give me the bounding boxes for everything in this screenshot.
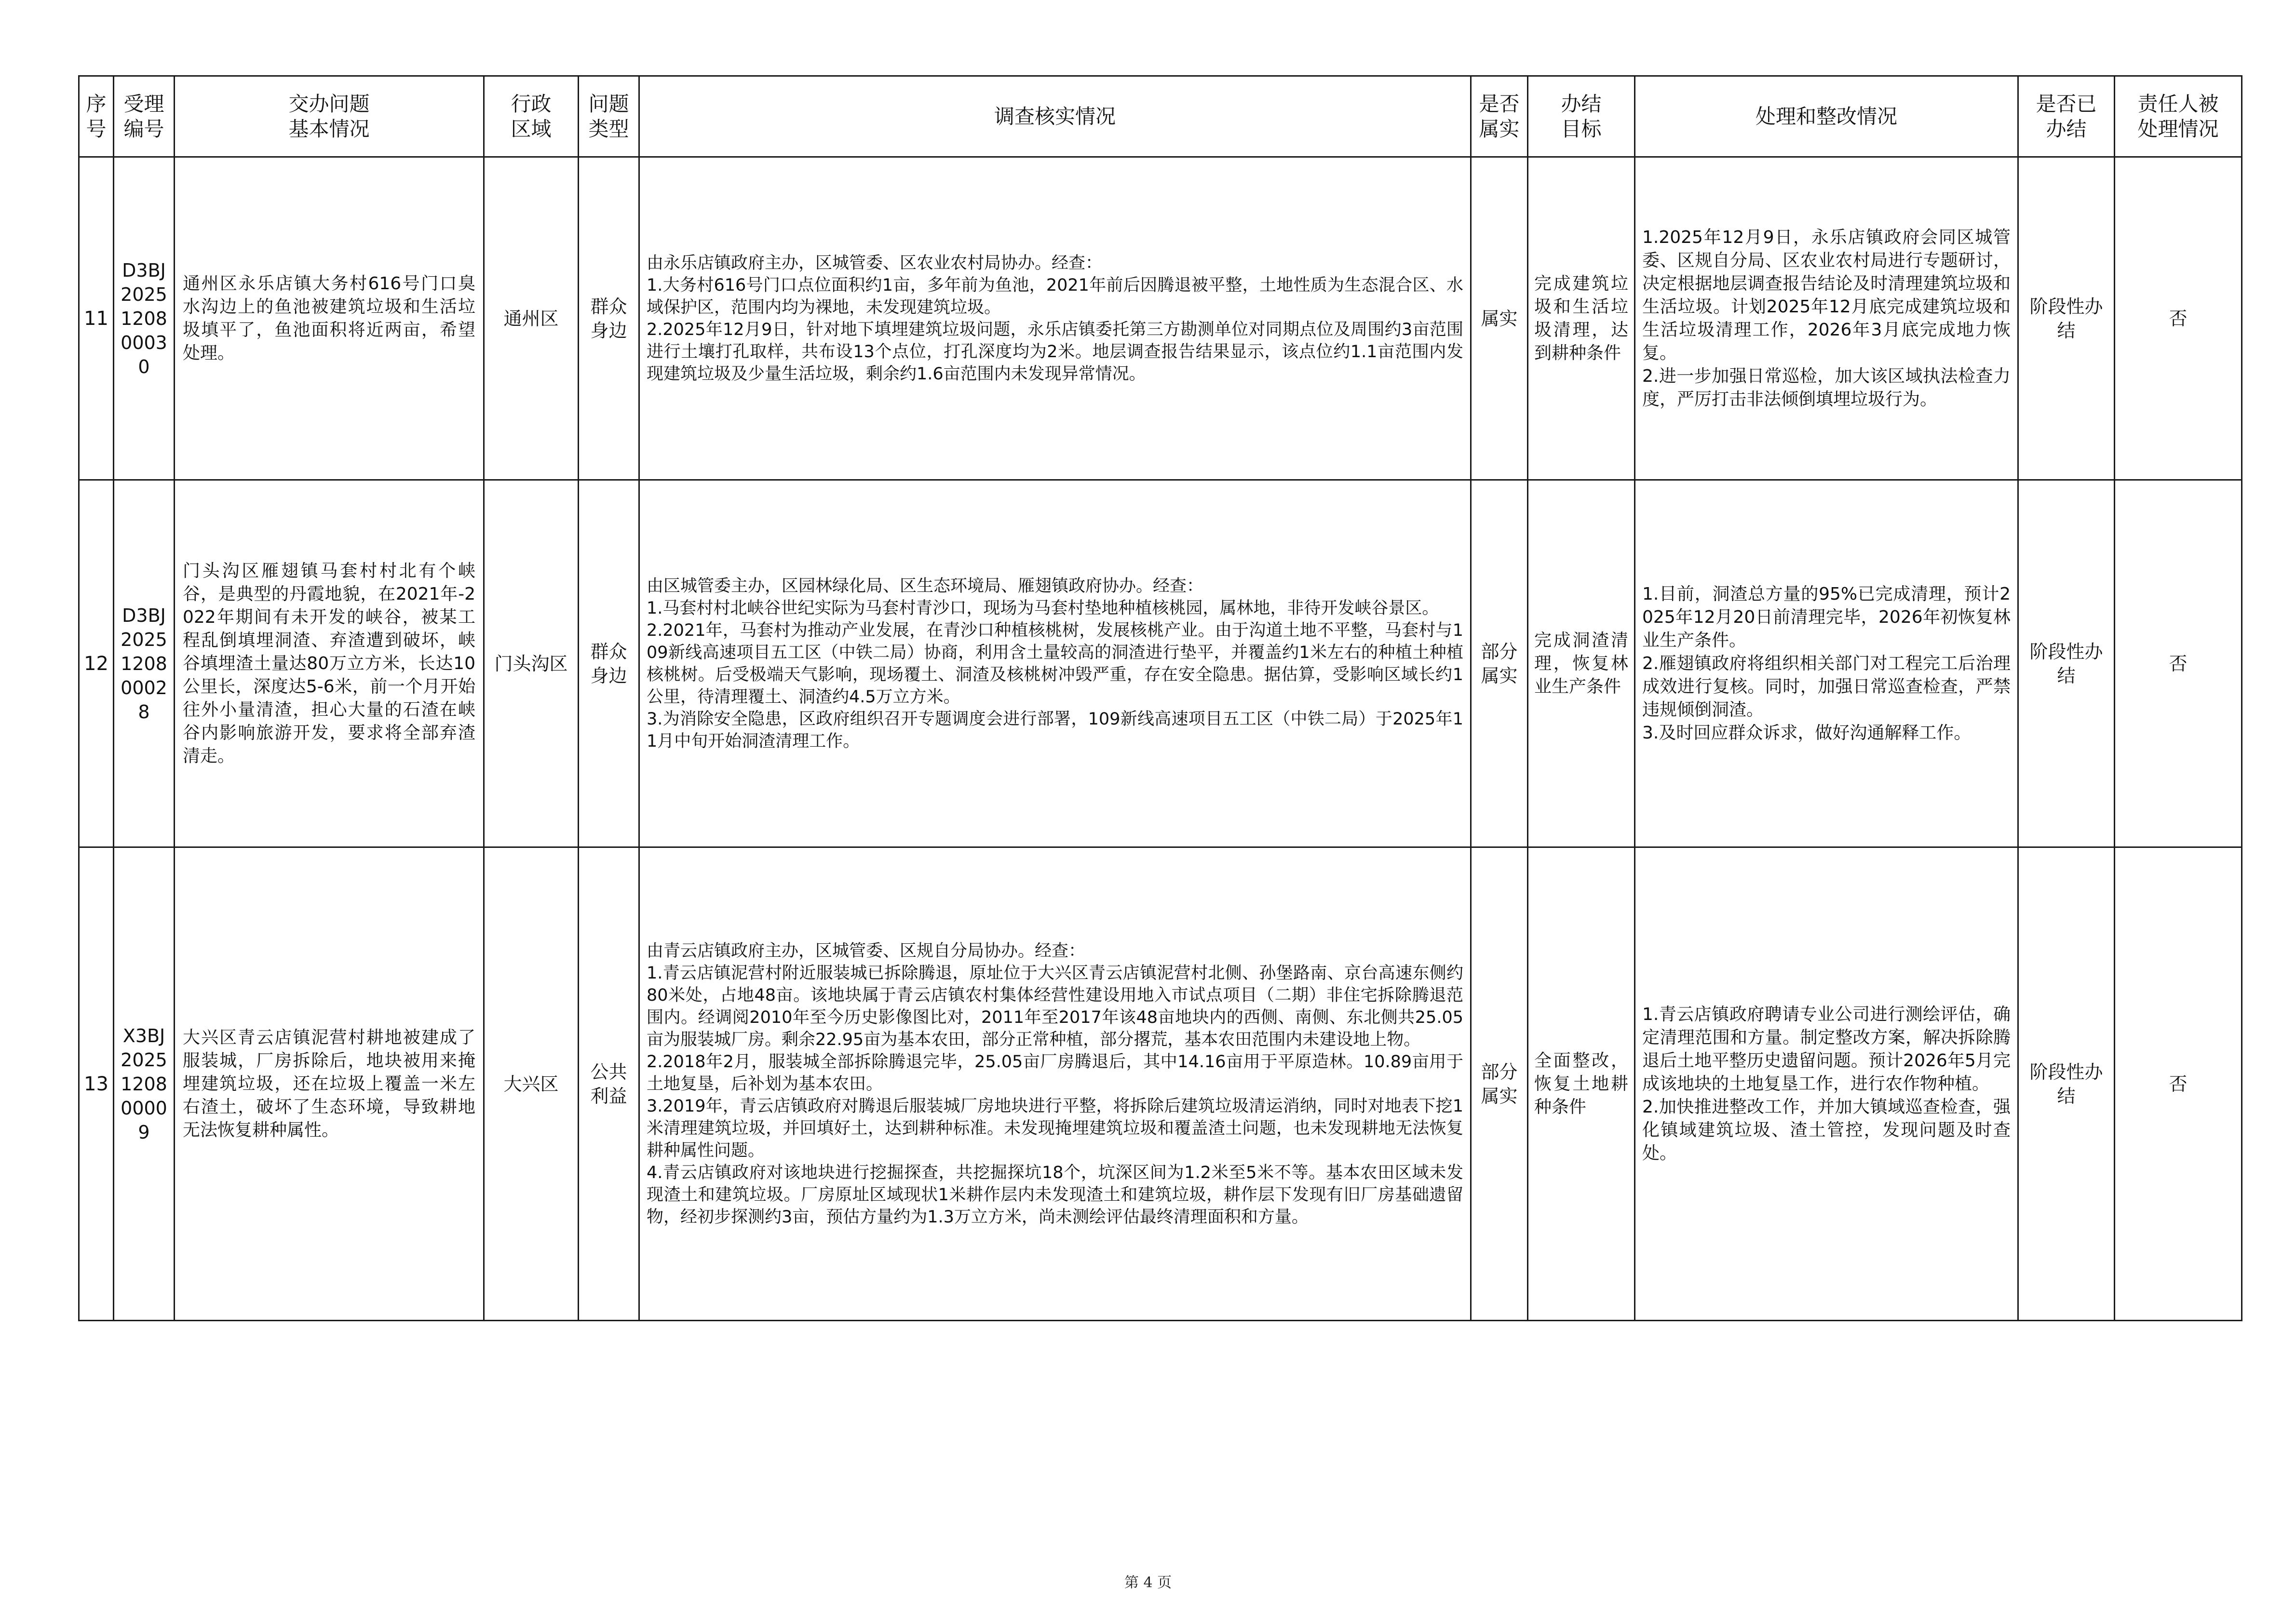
cell-issue: 通州区永乐店镇大务村616号门口臭水沟边上的鱼池被建筑垃圾和生活垃圾填平了，鱼池面积将近两亩，希望处理。 xyxy=(175,157,484,480)
header-id: 受理 编号 xyxy=(114,76,175,157)
investigation-paragraph: 2.2018年2月，服装城全部拆除腾退完毕，25.05亩厂房腾退后，其中14.16亩用于平原造林。10.89亩用于土地复垦，后补划为基本农田。 xyxy=(647,1052,1463,1094)
cell-investigation xyxy=(639,847,1471,1321)
cell-region: 大兴区 xyxy=(484,847,579,1321)
rectification-paragraph: 3.及时回应群众诉求，做好沟通解释工作。 xyxy=(1642,723,1972,743)
investigation-paragraph: 3.为消除安全隐患，区政府组织召开专题调度会进行部署，109新线高速项目五工区（中铁二局）于2025年11月中旬开始洞渣清理工作。 xyxy=(647,709,1463,751)
cell-type: 群众身边 xyxy=(579,157,639,480)
table-row xyxy=(79,847,2242,1321)
table-row xyxy=(79,157,2242,480)
cell-goal: 全面整改，恢复土地耕种条件 xyxy=(1528,847,1635,1321)
cell-accountability: 否 xyxy=(2115,157,2242,480)
table-row xyxy=(79,480,2242,847)
cell-case-id: D3BJ2025120800028 xyxy=(114,480,175,847)
header-goal: 办结 目标 xyxy=(1528,76,1635,157)
investigation-paragraph: 1.青云店镇泥营村附近服装城已拆除腾退，原址位于大兴区青云店镇泥营村北侧、孙堡路南、京台高速东侧约80米处，占地48亩。该地块属于青云店镇农村集体经营性建设用地入市试点项目（二期）非住宅拆除腾退范围内。经调阅2010年至今历史影像图比对，2011年至2017年该48亩地块内的西侧、南侧、东北侧共25.05亩为服装城厂房。剩余22.95亩为基本农田，部分正常种植，部分撂荒，基本农田范围内未建设地上物。 xyxy=(647,963,1463,1049)
header-type: 问题 类型 xyxy=(579,76,639,157)
rectification-paragraph: 1.青云店镇政府聘请专业公司进行测绘评估，确定清理范围和方量。制定整改方案，解决拆除腾退后土地平整历史遗留问题。预计2026年5月完成该地块的土地复垦工作，进行农作物种植。 xyxy=(1642,1004,2011,1094)
cell-region: 门头沟区 xyxy=(484,480,579,847)
rectification-paragraph: 2.雁翅镇政府将组织相关部门对工程完工后治理成效进行复核。同时，加强日常巡查检查，严禁违规倾倒洞渣。 xyxy=(1642,653,2011,720)
header-closed: 是否已 办结 xyxy=(2018,76,2115,157)
cell-verified: 属实 xyxy=(1471,157,1528,480)
cell-accountability: 否 xyxy=(2115,847,2242,1321)
cell-closed: 阶段性办结 xyxy=(2018,847,2115,1321)
header-issue: 交办问题 基本情况 xyxy=(175,76,484,157)
cell-investigation xyxy=(639,157,1471,480)
header-seq: 序 号 xyxy=(79,76,114,157)
cell-goal: 完成建筑垃圾和生活垃圾清理，达到耕种条件 xyxy=(1528,157,1635,480)
header-rectification: 处理和整改情况 xyxy=(1635,76,2018,157)
investigation-paragraph: 4.青云店镇政府对该地块进行挖掘探查，共挖掘探坑18个，坑深区间为1.2米至5米不等。基本农田区域未发现渣土和建筑垃圾。厂房原址区域现状1米耕作层内未发现渣土和建筑垃圾，耕作层下发现有旧厂房基础遗留物，经初步探测约3亩，预估方量约为1.3万立方米，尚未测绘评估最终清理面积和方量。 xyxy=(647,1163,1463,1227)
cell-closed: 阶段性办结 xyxy=(2018,480,2115,847)
cell-investigation xyxy=(639,480,1471,847)
cell-case-id: X3BJ2025120800009 xyxy=(114,847,175,1321)
cell-issue: 门头沟区雁翅镇马套村村北有个峡谷，是典型的丹霞地貌，在2021年-2022年期间有未开发的峡谷，被某工程乱倒填埋洞渣、弃渣遭到破坏，峡谷填埋渣土量达80万立方米，长达10公里长，深度达5-6米，前一个月开始往外小量清渣，担心大量的石渣在峡谷内影响旅游开发，要求将全部弃渣清走。 xyxy=(175,480,484,847)
rectification-paragraph: 1.2025年12月9日，永乐店镇政府会同区城管委、区规自分局、区农业农村局进行专题研讨，决定根据地层调查报告结论及时清理建筑垃圾和生活垃圾。计划2025年12月底完成建筑垃圾和生活垃圾清理工作，2026年3月底完成地力恢复。 xyxy=(1642,227,2011,363)
cell-type: 群众身边 xyxy=(579,480,639,847)
cell-issue: 大兴区青云店镇泥营村耕地被建成了服装城，厂房拆除后，地块被用来掩埋建筑垃圾，还在垃圾上覆盖一米左右渣土，破坏了生态环境，导致耕地无法恢复耕种属性。 xyxy=(175,847,484,1321)
investigation-paragraph: 1.马套村村北峡谷世纪实际为马套村青沙口，现场为马套村垫地种植核桃园，属林地，非待开发峡谷景区。 xyxy=(647,598,1439,618)
rectification-paragraph: 2.加快推进整改工作，并加大镇域巡查检查，强化镇域建筑垃圾、渣土管控，发现问题及时查处。 xyxy=(1642,1097,2011,1163)
cell-seq: 12 xyxy=(79,480,114,847)
investigation-paragraph: 由永乐店镇政府主办，区城管委、区农业农村局协办。经查： xyxy=(647,253,1103,273)
investigation-paragraph: 由青云店镇政府主办，区城管委、区规自分局协办。经查： xyxy=(647,941,1086,961)
investigation-paragraph: 2.2025年12月9日，针对地下填埋建筑垃圾问题，永乐店镇委托第三方勘测单位对同期点位及周围约3亩范围进行土壤打孔取样，共布设13个点位，打孔深度均为2米。地层调查报告结果显示，该点位约1.1亩范围内发现建筑垃圾及少量生活垃圾，剩余约1.6亩范围内未发现异常情况。 xyxy=(647,320,1463,384)
investigation-paragraph: 由区城管委主办，区园林绿化局、区生态环境局、雁翅镇政府协办。经查： xyxy=(647,576,1204,596)
cell-accountability: 否 xyxy=(2115,480,2242,847)
investigation-paragraph: 2.2021年，马套村为推动产业发展，在青沙口种植核桃树，发展核桃产业。由于沟道土地不平整，马套村与109新线高速项目五工区（中铁二局）协商，利用含土量较高的洞渣进行垫平，并覆盖约1米左右的种植土种植核桃树。后受极端天气影响，现场覆土、洞渣及核桃树冲毁严重，存在安全隐患。据估算，受影响区域长约1公里，待清理覆土、洞渣约4.5万立方米。 xyxy=(647,620,1463,707)
case-table xyxy=(78,75,2242,1321)
header-verified: 是否 属实 xyxy=(1471,76,1528,157)
cell-rectification xyxy=(1635,480,2018,847)
page-number: 第 4 页 xyxy=(1124,1574,1172,1591)
header-accountability: 责任人被 处理情况 xyxy=(2115,76,2242,157)
rectification-paragraph: 1.目前，洞渣总方量的95%已完成清理，预计2025年12月20日前清理完毕，2026年初恢复林业生产条件。 xyxy=(1642,584,2011,650)
cell-type: 公共利益 xyxy=(579,847,639,1321)
investigation-paragraph: 3.2019年，青云店镇政府对腾退后服装城厂房地块进行平整，将拆除后建筑垃圾清运消纳，同时对地表下挖1米清理建筑垃圾，并回填好土，达到耕种标准。未发现掩埋建筑垃圾和覆盖渣土问题，也未发现耕地无法恢复耕种属性问题。 xyxy=(647,1096,1463,1160)
cell-verified: 部分属实 xyxy=(1471,847,1528,1321)
header-region: 行政 区域 xyxy=(484,76,579,157)
cell-seq: 13 xyxy=(79,847,114,1321)
cell-verified: 部分属实 xyxy=(1471,480,1528,847)
cell-closed: 阶段性办结 xyxy=(2018,157,2115,480)
table-header-row xyxy=(79,76,2242,157)
rectification-paragraph: 2.进一步加强日常巡检，加大该区域执法检查力度，严厉打击非法倾倒填埋垃圾行为。 xyxy=(1642,366,2011,409)
cell-region: 通州区 xyxy=(484,157,579,480)
cell-goal: 完成洞渣清理，恢复林业生产条件 xyxy=(1528,480,1635,847)
cell-rectification xyxy=(1635,847,2018,1321)
cell-seq: 11 xyxy=(79,157,114,480)
cell-rectification xyxy=(1635,157,2018,480)
header-investigation: 调查核实情况 xyxy=(639,76,1471,157)
cell-case-id: D3BJ2025120800030 xyxy=(114,157,175,480)
investigation-paragraph: 1.大务村616号门口点位面积约1亩，多年前为鱼池，2021年前后因腾退被平整，土地性质为生态混合区、水域保护区，范围内均为裸地，未发现建筑垃圾。 xyxy=(647,275,1463,317)
